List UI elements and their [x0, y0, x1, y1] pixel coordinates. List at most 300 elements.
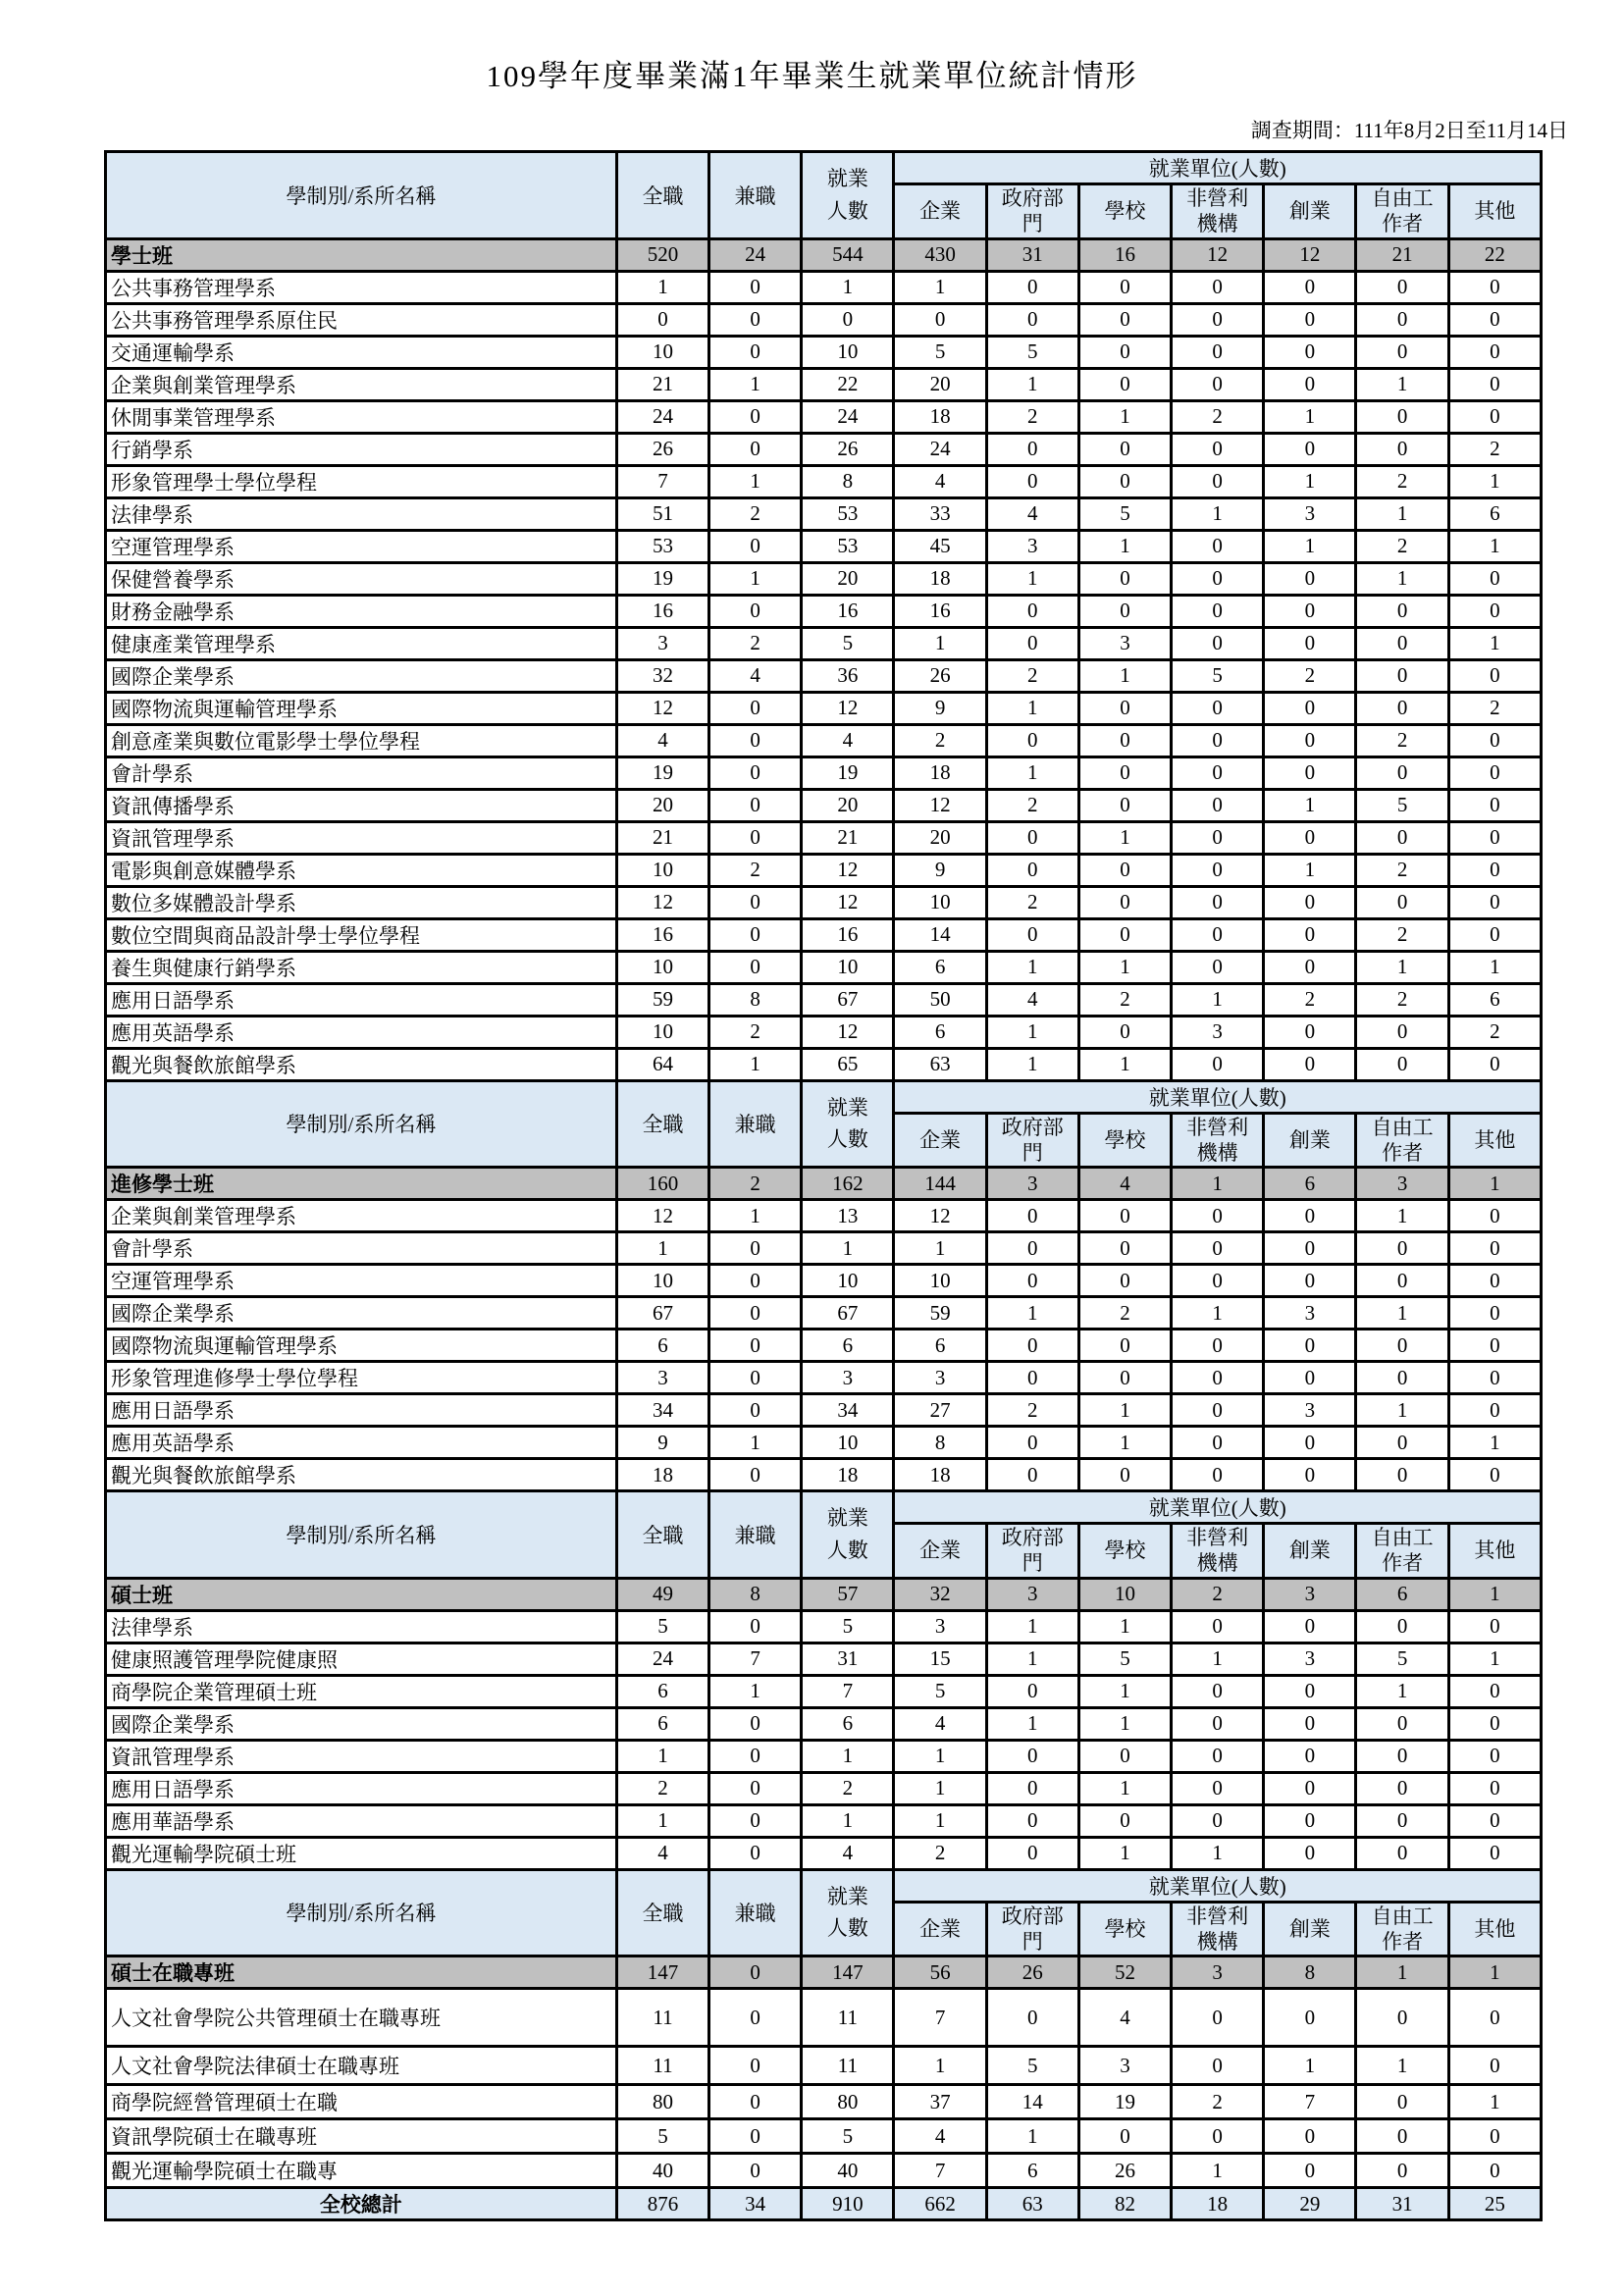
col-header-parttime: 兼職 — [709, 1080, 802, 1168]
department-value: 5 — [1078, 497, 1171, 530]
department-value: 1 — [1264, 465, 1356, 497]
department-value: 0 — [1448, 821, 1541, 854]
department-value: 20 — [802, 562, 894, 595]
department-value: 1 — [1078, 530, 1171, 562]
department-name: 數位多媒體設計學系 — [106, 886, 617, 918]
section-summary-value: 3 — [1264, 1578, 1356, 1610]
department-value: 0 — [1356, 1362, 1448, 1394]
col-header-nonprofit: 非營利機構 — [1172, 1524, 1264, 1579]
department-value: 0 — [1356, 400, 1448, 433]
department-row — [106, 756, 1542, 789]
department-value: 0 — [1078, 854, 1171, 886]
department-value: 0 — [709, 1330, 802, 1362]
department-value: 18 — [894, 756, 986, 789]
department-value: 0 — [709, 756, 802, 789]
section-summary-value: 32 — [894, 1578, 986, 1610]
department-value: 0 — [709, 336, 802, 368]
department-row — [106, 1330, 1542, 1362]
department-row — [106, 2119, 1542, 2154]
department-value: 10 — [894, 1265, 986, 1297]
col-header-enterprise: 企業 — [894, 1524, 986, 1579]
department-value: 0 — [1264, 627, 1356, 659]
department-value: 0 — [1264, 595, 1356, 627]
department-value: 0 — [1078, 433, 1171, 465]
department-row — [106, 854, 1542, 886]
department-value: 0 — [1078, 1265, 1171, 1297]
col-header-freelancer: 自由工作者 — [1356, 1902, 1448, 1956]
department-value: 0 — [1448, 1707, 1541, 1740]
department-value: 0 — [1356, 1265, 1448, 1297]
department-value: 0 — [1172, 1232, 1264, 1265]
department-value: 4 — [986, 983, 1078, 1016]
department-value: 0 — [1448, 400, 1541, 433]
department-value: 2 — [1356, 465, 1448, 497]
department-value: 6 — [1448, 983, 1541, 1016]
department-value: 0 — [1078, 724, 1171, 756]
department-value: 3 — [1078, 2047, 1171, 2085]
department-value: 0 — [1078, 271, 1171, 303]
department-value: 0 — [1356, 2119, 1448, 2154]
department-value: 1 — [1264, 2047, 1356, 2085]
department-value: 4 — [709, 659, 802, 692]
department-row — [106, 1297, 1542, 1330]
col-header-nonprofit: 非營利機構 — [1172, 184, 1264, 239]
department-value: 5 — [1078, 1643, 1171, 1675]
department-value: 0 — [1172, 595, 1264, 627]
department-value: 12 — [616, 692, 708, 724]
department-row — [106, 951, 1542, 983]
employed-count-line1: 就業 — [826, 1506, 868, 1531]
department-value: 0 — [709, 2047, 802, 2085]
department-value: 0 — [1264, 303, 1356, 336]
department-value: 1 — [709, 562, 802, 595]
department-name: 資訊管理學系 — [106, 821, 617, 854]
department-value: 1 — [1264, 854, 1356, 886]
department-value: 20 — [616, 789, 708, 821]
section-summary-value: 2 — [709, 1168, 802, 1200]
department-name: 空運管理學系 — [106, 1265, 617, 1297]
department-name: 健康產業管理學系 — [106, 627, 617, 659]
grand-total-value: 25 — [1448, 2188, 1541, 2220]
department-value: 0 — [1356, 1804, 1448, 1837]
department-value: 0 — [1448, 659, 1541, 692]
department-value: 0 — [1172, 433, 1264, 465]
department-value: 1 — [1078, 1837, 1171, 1869]
department-value: 6 — [894, 951, 986, 983]
department-value: 0 — [1264, 1427, 1356, 1459]
department-row — [106, 724, 1542, 756]
department-value: 0 — [1448, 1740, 1541, 1772]
department-name: 養生與健康行銷學系 — [106, 951, 617, 983]
section-name: 學士班 — [106, 238, 617, 271]
department-value: 12 — [802, 692, 894, 724]
col-header-fulltime: 全職 — [616, 152, 708, 239]
department-row — [106, 886, 1542, 918]
department-name: 觀光運輸學院碩士班 — [106, 1837, 617, 1869]
department-value: 0 — [1172, 854, 1264, 886]
department-value: 0 — [1172, 1362, 1264, 1394]
department-value: 11 — [616, 2047, 708, 2085]
col-header-school: 學校 — [1078, 1113, 1171, 1168]
department-value: 1 — [709, 1675, 802, 1707]
survey-period: 調查期間：111年8月2日至11月14日 — [1250, 119, 1568, 142]
department-value: 0 — [709, 692, 802, 724]
department-value: 1 — [986, 756, 1078, 789]
department-value: 18 — [616, 1459, 708, 1491]
department-value: 0 — [986, 627, 1078, 659]
department-row — [106, 1707, 1542, 1740]
department-value: 18 — [894, 400, 986, 433]
department-value: 0 — [986, 1200, 1078, 1232]
department-value: 0 — [1078, 1804, 1171, 1837]
department-value: 1 — [1448, 1427, 1541, 1459]
department-value: 2 — [1356, 724, 1448, 756]
department-value: 5 — [802, 627, 894, 659]
department-value: 2 — [616, 1772, 708, 1804]
department-name: 健康照護管理學院健康照 — [106, 1643, 617, 1675]
department-value: 0 — [1264, 1330, 1356, 1362]
department-value: 27 — [894, 1394, 986, 1427]
department-value: 8 — [894, 1427, 986, 1459]
department-value: 67 — [616, 1297, 708, 1330]
department-value: 0 — [709, 918, 802, 951]
department-value: 1 — [1356, 1675, 1448, 1707]
grand-total-value: 910 — [802, 2188, 894, 2220]
department-value: 34 — [802, 1394, 894, 1427]
section-summary-value: 430 — [894, 238, 986, 271]
department-value: 0 — [894, 303, 986, 336]
department-value: 7 — [802, 1675, 894, 1707]
department-value: 0 — [709, 789, 802, 821]
department-value: 0 — [1078, 562, 1171, 595]
department-row — [106, 336, 1542, 368]
department-value: 1 — [709, 368, 802, 400]
col-header-parttime: 兼職 — [709, 152, 802, 239]
department-value: 0 — [986, 918, 1078, 951]
department-value: 0 — [1448, 1610, 1541, 1643]
department-value: 1 — [1078, 1675, 1171, 1707]
col-header-nonprofit: 非營利機構 — [1172, 1902, 1264, 1956]
department-value: 53 — [802, 497, 894, 530]
department-value: 63 — [894, 1048, 986, 1080]
department-value: 1 — [986, 1707, 1078, 1740]
section-summary-value: 2 — [1172, 1578, 1264, 1610]
department-value: 1 — [1078, 1610, 1171, 1643]
department-value: 1 — [1172, 1837, 1264, 1869]
department-value: 0 — [1264, 918, 1356, 951]
department-value: 16 — [802, 595, 894, 627]
department-row — [106, 433, 1542, 465]
col-header-school: 學校 — [1078, 1902, 1171, 1956]
department-value: 2 — [1078, 983, 1171, 1016]
grand-total-value: 63 — [986, 2188, 1078, 2220]
department-value: 0 — [1448, 1362, 1541, 1394]
department-value: 0 — [1448, 854, 1541, 886]
col-header-startup: 創業 — [1264, 1113, 1356, 1168]
employed-count-line1: 就業 — [826, 1884, 868, 1908]
department-value: 0 — [709, 595, 802, 627]
col-header-parttime: 兼職 — [709, 1869, 802, 1956]
department-name: 應用華語學系 — [106, 1804, 617, 1837]
department-value: 0 — [709, 1804, 802, 1837]
employed-count-line2: 人數 — [826, 1127, 868, 1152]
department-value: 0 — [1448, 368, 1541, 400]
section-summary-value: 520 — [616, 238, 708, 271]
department-value: 3 — [616, 627, 708, 659]
department-value: 0 — [709, 1707, 802, 1740]
department-value: 3 — [1264, 1643, 1356, 1675]
col-header-enterprise: 企業 — [894, 1113, 986, 1168]
department-value: 24 — [894, 433, 986, 465]
section-name: 進修學士班 — [106, 1168, 617, 1200]
department-value: 1 — [986, 1643, 1078, 1675]
section-name: 碩士在職專班 — [106, 1956, 617, 1989]
department-value: 11 — [616, 1989, 708, 2047]
department-value: 16 — [894, 595, 986, 627]
department-value: 0 — [1172, 562, 1264, 595]
department-value: 80 — [616, 2085, 708, 2119]
department-row — [106, 692, 1542, 724]
department-value: 2 — [894, 1837, 986, 1869]
department-row — [106, 1362, 1542, 1394]
department-value: 0 — [1448, 562, 1541, 595]
department-row — [106, 1989, 1542, 2047]
department-value: 0 — [1172, 530, 1264, 562]
col-header-employment-unit-group: 就業單位(人數) — [894, 152, 1542, 184]
department-value: 0 — [986, 595, 1078, 627]
department-value: 0 — [709, 2154, 802, 2188]
department-value: 0 — [1264, 271, 1356, 303]
department-value: 0 — [1172, 303, 1264, 336]
department-value: 7 — [616, 465, 708, 497]
department-value: 0 — [1448, 336, 1541, 368]
department-value: 0 — [986, 1362, 1078, 1394]
department-value: 10 — [894, 886, 986, 918]
section-summary-value: 24 — [709, 238, 802, 271]
department-row — [106, 303, 1542, 336]
department-value: 0 — [1264, 433, 1356, 465]
department-value: 0 — [709, 1297, 802, 1330]
department-value: 0 — [1172, 1804, 1264, 1837]
section-summary-value: 1 — [1172, 1168, 1264, 1200]
department-value: 0 — [1078, 368, 1171, 400]
department-value: 33 — [894, 497, 986, 530]
department-value: 9 — [894, 692, 986, 724]
department-value: 1 — [1448, 465, 1541, 497]
section-summary-value: 21 — [1356, 238, 1448, 271]
department-value: 0 — [1078, 918, 1171, 951]
department-value: 0 — [1172, 1048, 1264, 1080]
department-row — [106, 918, 1542, 951]
department-row — [106, 983, 1542, 1016]
department-value: 0 — [1172, 336, 1264, 368]
department-value: 20 — [894, 821, 986, 854]
department-value: 0 — [1172, 1394, 1264, 1427]
department-value: 1 — [802, 271, 894, 303]
department-value: 0 — [1356, 1232, 1448, 1265]
table-header-row — [106, 152, 1542, 184]
department-value: 0 — [986, 433, 1078, 465]
grand-total-value: 34 — [709, 2188, 802, 2220]
department-value: 0 — [986, 1265, 1078, 1297]
department-value: 1 — [1172, 497, 1264, 530]
department-value: 0 — [1172, 2047, 1264, 2085]
department-value: 2 — [1448, 433, 1541, 465]
department-value: 2 — [1356, 983, 1448, 1016]
department-value: 0 — [1078, 465, 1171, 497]
department-value: 0 — [1172, 2119, 1264, 2154]
department-value: 1 — [1448, 1643, 1541, 1675]
section-summary-value: 26 — [986, 1956, 1078, 1989]
department-value: 0 — [1172, 951, 1264, 983]
department-value: 0 — [1172, 271, 1264, 303]
department-value: 37 — [894, 2085, 986, 2119]
department-value: 40 — [802, 2154, 894, 2188]
department-value: 1 — [1356, 562, 1448, 595]
department-value: 0 — [1448, 1804, 1541, 1837]
department-value: 0 — [1264, 1772, 1356, 1804]
department-value: 45 — [894, 530, 986, 562]
department-value: 6 — [616, 1330, 708, 1362]
col-header-name: 學制別/系所名稱 — [106, 1491, 617, 1579]
department-value: 0 — [1356, 1772, 1448, 1804]
section-summary-value: 12 — [1264, 238, 1356, 271]
col-header-school: 學校 — [1078, 184, 1171, 239]
department-value: 12 — [802, 886, 894, 918]
department-row — [106, 659, 1542, 692]
department-value: 5 — [616, 2119, 708, 2154]
department-value: 4 — [616, 1837, 708, 1869]
department-value: 1 — [1448, 951, 1541, 983]
col-header-employed-count — [802, 1869, 894, 1956]
department-value: 14 — [894, 918, 986, 951]
section-summary-value: 57 — [802, 1578, 894, 1610]
department-value: 0 — [1356, 821, 1448, 854]
department-value: 2 — [1356, 854, 1448, 886]
department-value: 0 — [1264, 1707, 1356, 1740]
department-value: 0 — [1172, 1459, 1264, 1491]
department-value: 0 — [709, 886, 802, 918]
department-value: 3 — [616, 1362, 708, 1394]
department-value: 1 — [709, 465, 802, 497]
department-row — [106, 1610, 1542, 1643]
department-value: 0 — [1448, 271, 1541, 303]
department-value: 4 — [986, 497, 1078, 530]
section-summary-value: 1 — [1448, 1578, 1541, 1610]
col-header-government: 政府部門 — [986, 184, 1078, 239]
department-value: 10 — [616, 336, 708, 368]
department-value: 0 — [1172, 789, 1264, 821]
department-value: 0 — [1356, 1048, 1448, 1080]
section-summary-value: 1 — [1448, 1956, 1541, 1989]
department-value: 0 — [1356, 659, 1448, 692]
page-title: 109學年度畢業滿1年畢業生就業單位統計情形 — [486, 59, 1138, 93]
department-value: 0 — [1356, 2154, 1448, 2188]
department-value: 0 — [986, 821, 1078, 854]
col-header-freelancer: 自由工作者 — [1356, 1113, 1448, 1168]
department-value: 16 — [802, 918, 894, 951]
department-value: 3 — [1078, 627, 1171, 659]
department-value: 0 — [1356, 1740, 1448, 1772]
department-name: 商學院經營管理碩士在職 — [106, 2085, 617, 2119]
department-value: 10 — [616, 1016, 708, 1048]
department-value: 7 — [1264, 2085, 1356, 2119]
department-value: 0 — [1264, 756, 1356, 789]
department-value: 0 — [1078, 1330, 1171, 1362]
department-value: 0 — [1078, 1740, 1171, 1772]
department-value: 0 — [1264, 951, 1356, 983]
department-value: 1 — [986, 692, 1078, 724]
department-value: 0 — [1172, 1610, 1264, 1643]
department-value: 0 — [1264, 1610, 1356, 1643]
department-value: 8 — [802, 465, 894, 497]
department-row — [106, 465, 1542, 497]
department-value: 1 — [986, 2119, 1078, 2154]
section-summary-value: 8 — [709, 1578, 802, 1610]
department-row — [106, 595, 1542, 627]
department-value: 2 — [709, 497, 802, 530]
department-value: 0 — [1356, 886, 1448, 918]
department-value: 0 — [1172, 368, 1264, 400]
department-value: 0 — [1448, 2119, 1541, 2154]
department-value: 15 — [894, 1643, 986, 1675]
department-value: 0 — [1264, 562, 1356, 595]
department-value: 0 — [1356, 1459, 1448, 1491]
department-value: 21 — [802, 821, 894, 854]
department-name: 會計學系 — [106, 756, 617, 789]
department-value: 1 — [1264, 530, 1356, 562]
department-name: 財務金融學系 — [106, 595, 617, 627]
col-header-freelancer: 自由工作者 — [1356, 1524, 1448, 1579]
department-value: 40 — [616, 2154, 708, 2188]
department-value: 1 — [1172, 2154, 1264, 2188]
department-value: 2 — [1356, 918, 1448, 951]
department-name: 觀光與餐飲旅館學系 — [106, 1048, 617, 1080]
department-value: 3 — [986, 530, 1078, 562]
department-value: 2 — [1448, 1016, 1541, 1048]
department-value: 0 — [1448, 789, 1541, 821]
department-value: 1 — [616, 271, 708, 303]
department-value: 0 — [1448, 2047, 1541, 2085]
department-value: 34 — [616, 1394, 708, 1427]
department-value: 65 — [802, 1048, 894, 1080]
section-summary-value: 147 — [616, 1956, 708, 1989]
section-summary-value: 3 — [986, 1168, 1078, 1200]
department-value: 1 — [894, 2047, 986, 2085]
department-value: 59 — [616, 983, 708, 1016]
department-value: 0 — [986, 854, 1078, 886]
col-header-enterprise: 企業 — [894, 1902, 986, 1956]
department-value: 0 — [1078, 1362, 1171, 1394]
department-name: 應用日語學系 — [106, 983, 617, 1016]
department-name: 企業與創業管理學系 — [106, 368, 617, 400]
department-value: 0 — [1448, 1265, 1541, 1297]
department-value: 0 — [1448, 1459, 1541, 1491]
department-value: 0 — [1356, 1610, 1448, 1643]
col-header-fulltime: 全職 — [616, 1869, 708, 1956]
department-value: 2 — [1172, 400, 1264, 433]
department-row — [106, 368, 1542, 400]
department-value: 0 — [1172, 1330, 1264, 1362]
department-row — [106, 1394, 1542, 1427]
department-name: 資訊管理學系 — [106, 1740, 617, 1772]
department-value: 0 — [802, 303, 894, 336]
department-value: 0 — [1078, 2119, 1171, 2154]
department-value: 1 — [709, 1427, 802, 1459]
department-value: 2 — [1448, 692, 1541, 724]
department-value: 0 — [1078, 595, 1171, 627]
department-value: 1 — [1078, 821, 1171, 854]
